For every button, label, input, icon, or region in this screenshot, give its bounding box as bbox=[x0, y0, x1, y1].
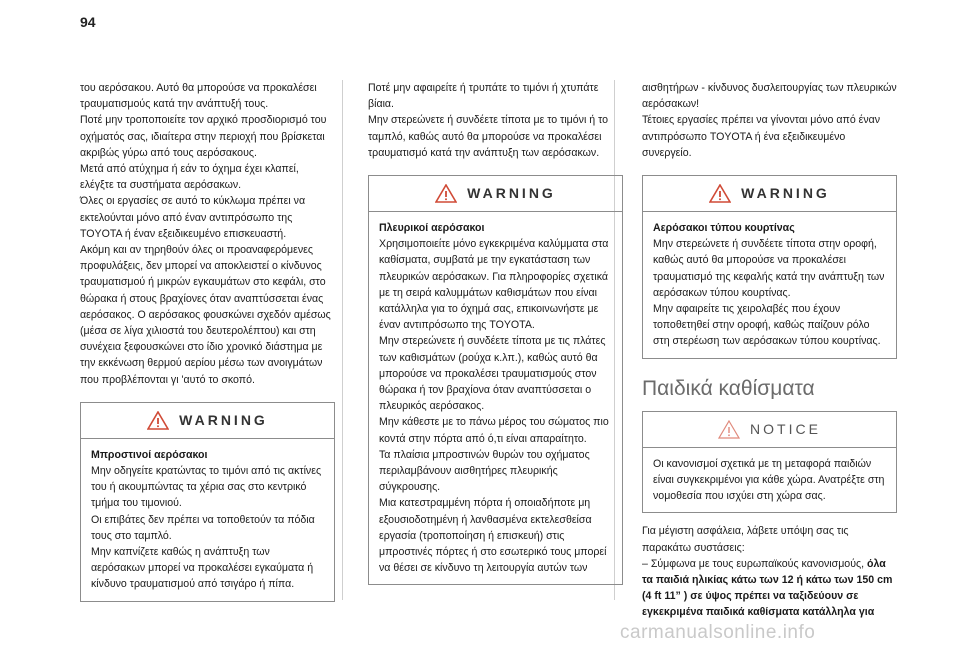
body-text: του αερόσακου. Αυτό θα μπορούσε να προκαλέσει τραυματισμούς κατά την ανάπτυξή τους. Ποτέ μην τροποποιείτε τον αρχικό προσδιορισμό του οχήματός σας, ιδιαίτερα στην περιοχή που βρίσκεται ακριβώς γύρω από τους αερόσακους. Μετά από ατύχημα ή εάν το όχημα έχει κλαπεί, ελέγξτε τα συστήματα αερόσακων. Όλες οι εργασίες σε αυτό το κύκλωμα πρέπει να εκτελούνται μόνο από έναν αντιπρόσωπο της TOYOTA ή έναν εξειδικευμένο επισκευαστή. Ακόμη και αν τηρηθούν όλες οι προαναφερόμενες προφυλάξεις, δεν μπορεί να αποκλειστεί ο κίνδυνος τραυματισμού ή μικρών εγκαυμάτων στο κεφάλι, στο θώρακα ή στους βραχίονες όταν αναπτύσσεται ένας αερόσακος. Ο αερόσακος φουσκώνει σχεδόν αμέσως (μέσα σε λίγα χιλιοστά του δευτερολέπτου) και στη συνέχεια ξεφουσκώνει στο ίδιο χρονικό διάστημα με την εκκένωση θερμού αερίου μέσω των ανοιγμάτων που προβλέπονται γι 'αυτό το σκοπό. bbox=[80, 82, 331, 386]
notice-header bbox=[643, 420, 896, 448]
column-3 bbox=[642, 80, 897, 621]
watermark: carmanualsonline.info bbox=[620, 622, 816, 643]
warning-box-side-airbags bbox=[368, 175, 623, 585]
warning-text: Χρησιμοποιείτε μόνο εγκεκριμένα καλύμματα στα καθίσματα, συμβατά με την εγκατάσταση των πλευρικών αερόσακων. Για πληροφορίες σχετικά με τη σειρά καλυμμάτων καθισμάτων που είναι κατάλληλα για το όχημά σας, επικοινωνήστε με έναν αντιπρόσωπο της TOYOTA. Μην στερεώνετε ή συνδέετε τίποτα με τις πλάτες των καθισμάτων (ρούχα κ.λπ.), καθώς αυτό θα μπορούσε να προκαλέσει τραυματισμούς στον θώρακα ή τον βραχίονα όταν αναπτύσσεται ο πλευρικός αερόσακος. Μην κάθεστε με το πάνω μέρος του σώματος πιο κοντά στην πόρτα από ό,τι είναι απαραίτητο. Τα πλαίσια μπροστινών θυρών του οχήματος περιλαμβάνουν αισθητήρες πλευρικής σύγκρουσης. Μια κατεστραμμένη πόρτα ή οποιαδήποτε μη εξουσιοδοτημένη ή λανθασμένα εκτελεσθείσα εργασία (τροποποίηση ή επισκευή) στις μπροστινές πόρτες ή στο εσωτερικό τους μπορεί να θέσει σε κίνδυνο τη λειτουργία αυτών των bbox=[379, 238, 609, 575]
body-text bbox=[642, 523, 897, 620]
notice-text: Οι κανονισμοί σχετικά με τη μεταφορά παιδιών είναι συγκεκριμένοι για κάθε χώρα. Ανατρέξτε στη νομοθεσία που ισχύει στη χώρα σας. bbox=[653, 457, 885, 503]
warning-triangle-icon bbox=[435, 184, 457, 203]
body-text-normal: Για μέγιστη ασφάλεια, λάβετε υπόψη σας τις παρακάτω συστάσεις: – Σύμφωνα με τους ευρωπαϊκούς κανονισμούς, bbox=[642, 525, 865, 570]
warning-subtitle: Μπροστινοί αερόσακοι bbox=[91, 448, 208, 461]
notice-title: NOTICE bbox=[750, 421, 821, 438]
warning-title: WARNING bbox=[179, 412, 268, 429]
warning-title: WARNING bbox=[467, 185, 556, 202]
column-2 bbox=[368, 80, 623, 595]
notice-triangle-icon bbox=[718, 420, 740, 439]
page-number: 94 bbox=[80, 14, 96, 30]
warning-triangle-icon bbox=[709, 184, 731, 203]
warning-header bbox=[643, 184, 896, 212]
body-text-bold: όλα τα παιδιά ηλικίας κάτω των 12 ή κάτω των 150 cm (4 ft 11” ) σε ύψος πρέπει να ταξιδεύουν σε εγκεκριμένα παιδικά καθίσματα κατάλληλα για bbox=[642, 557, 893, 619]
warning-box-front-airbags bbox=[80, 402, 335, 602]
warning-text: Μην οδηγείτε κρατώντας το τιμόνι από τις ακτίνες του ή ακουμπώντας τα χέρια σας στο κεντρικό τμήμα του τιμονιού. Οι επιβάτες δεν πρέπει να τοποθετούν τα πόδια τους στο ταμπλό. Μην καπνίζετε καθώς η ανάπτυξη των αερόσακων μπορεί να προκαλέσει εγκαύματα ή κίνδυνο τραυματισμού από τσιγάρο ή πίπα. bbox=[91, 465, 322, 591]
notice-box bbox=[642, 411, 897, 514]
warning-header bbox=[81, 411, 334, 439]
warning-subtitle: Πλευρικοί αερόσακοι bbox=[379, 222, 485, 235]
section-title: Παιδικά καθίσματα bbox=[642, 376, 815, 400]
warning-triangle-icon bbox=[147, 411, 169, 430]
warning-title: WARNING bbox=[741, 185, 830, 202]
body-text: αισθητήρων - κίνδυνος δυσλειτουργίας των πλευρικών αερόσακων! Τέτοιες εργασίες πρέπει να γίνονται μόνο από έναν αντιπρόσωπο TOYOTA ή ένα εξειδικευμένο συνεργείο. bbox=[642, 82, 897, 159]
warning-subtitle: Αερόσακοι τύπου κουρτίνας bbox=[653, 222, 795, 235]
body-text: Ποτέ μην αφαιρείτε ή τρυπάτε το τιμόνι ή χτυπάτε βίαια. Μην στερεώνετε ή συνδέετε τίποτα με το τιμόνι ή το ταμπλό, καθώς αυτό θα μπορούσε να προκαλέσει τραυματισμό κατά την ανάπτυξη των αερόσακων. bbox=[368, 82, 609, 159]
warning-box-curtain-airbags bbox=[642, 175, 897, 359]
warning-header bbox=[369, 184, 622, 212]
column-1 bbox=[80, 80, 335, 612]
warning-text: Μην στερεώνετε ή συνδέετε τίποτα στην οροφή, καθώς αυτό θα μπορούσε να προκαλέσει τραυματισμό της κεφαλής κατά την ανάπτυξη των αερόσακων τύπου κουρτίνας. Μην αφαιρείτε τις χειρολαβές που έχουν τοποθετηθεί στην οροφή, καθώς παίζουν ρόλο στη στερέωση των αερόσακων τύπου κουρτίνας. bbox=[653, 238, 885, 348]
column-divider bbox=[342, 80, 343, 600]
